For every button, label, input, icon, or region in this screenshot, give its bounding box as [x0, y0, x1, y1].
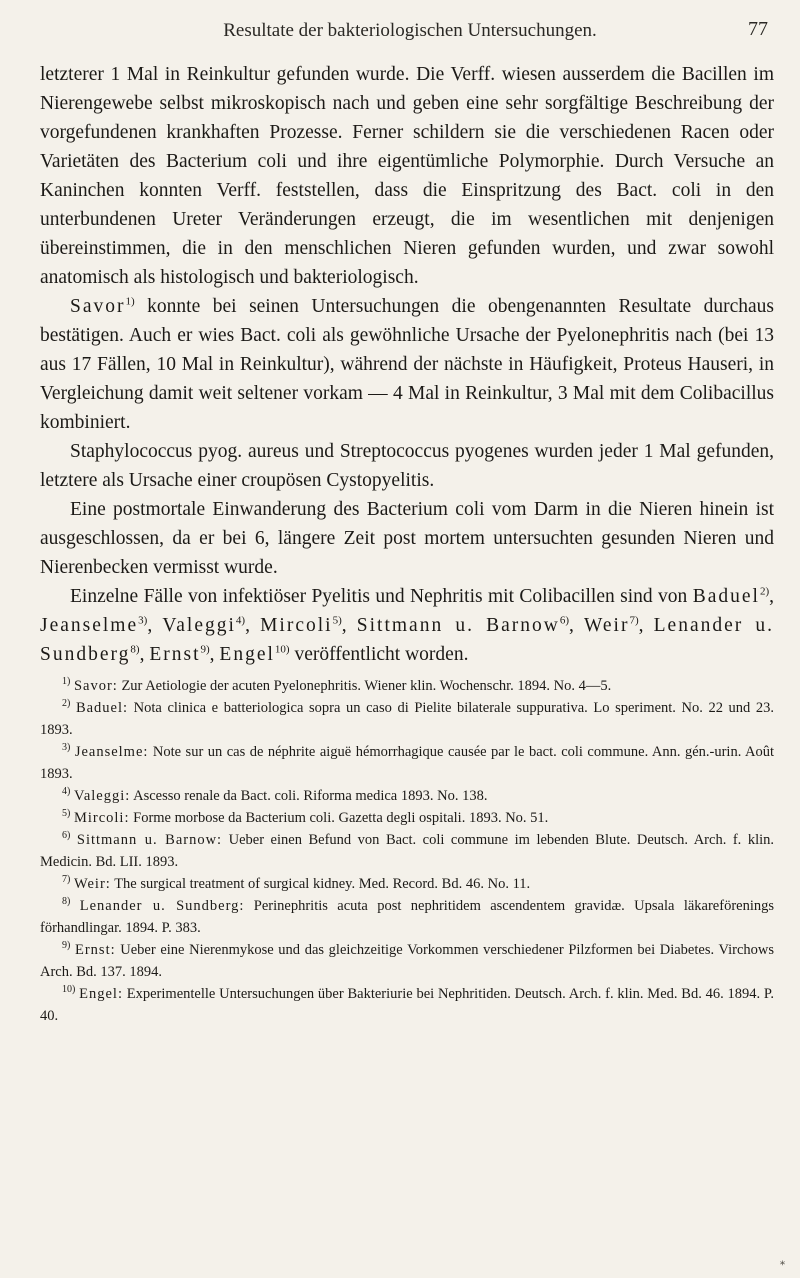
main-text: [40, 60, 774, 669]
footnote-ref: 9): [200, 643, 210, 656]
footnote: [40, 807, 774, 829]
separator: ,: [209, 644, 220, 665]
footnote-author: Baduel:: [75, 700, 129, 716]
footnote-author: Jeanselme:: [74, 744, 149, 760]
footnote-text: Note sur un cas de néphrite aiguë hémorrhagique causée par le bact. coli commune. Ann. gén.-urin. Août 1893.: [40, 744, 774, 782]
paragraph: [40, 582, 774, 669]
page-number: 77: [748, 18, 768, 40]
footnote-text: Forme morbose da Bacterium coli. Gazetta degli ospitali. 1893. No. 51.: [129, 810, 549, 826]
printer-mark: *: [780, 1260, 785, 1271]
author-name: Lenander u. Sundberg: [40, 615, 775, 665]
footnote-author: Valeggi:: [73, 788, 131, 804]
separator: ,: [147, 615, 163, 636]
separator: ,: [341, 615, 357, 636]
author-name: Mircoli: [260, 615, 333, 636]
footnote: [40, 675, 774, 697]
footnote-text: Ueber eine Nierenmykose und das gleichzeitige Vorkommen verschiedener Pilzformen bei Diabetes. Virchows Arch. Bd. 137. 1894.: [40, 942, 774, 980]
separator: ,: [245, 615, 261, 636]
paragraph: Staphylococcus pyog. aureus und Streptococcus pyogenes wurden jeder 1 Mal gefunden, letztere als Ursache einer croupösen Cystopyelitis.: [40, 441, 774, 491]
footnote: [40, 741, 774, 785]
footnote: [40, 785, 774, 807]
footnote-ref: 10): [274, 643, 290, 656]
paragraph: letzterer 1 Mal in Reinkultur gefunden wurde. Die Verff. wiesen ausserdem die Bacillen im Nierengewebe selbst mikroskopisch nach und geben eine sehr sorgfältige Beschreibung der vorgefundenen krankhaften Prozesse. Ferner schildern sie die verschiedenen Racen oder Varietäten des Bacterium coli und ihre eigentümliche Polymorphie. Durch Versuche an Kaninchen konnten Verff. feststellen, dass die Einspritzung des Bact. coli in den unterbundenen Ureter Veränderungen erzeugt, die im wesentlichen mit denjenigen übereinstimmen, die in den menschlichen Nieren gefunden wurden, und zwar sowohl anatomisch als histologisch und bakteriologisch.: [40, 64, 774, 288]
footnote: [40, 983, 774, 1027]
separator: ,: [638, 615, 654, 636]
footnote-text: Ueber einen Befund von Bact. coli commune im lebenden Blute. Deutsch. Arch. f. klin. Medicin. Bd. LII. 1893.: [40, 832, 774, 870]
footnote-text: The surgical treatment of surgical kidney. Med. Record. Bd. 46. No. 11.: [110, 876, 531, 892]
page-header: [40, 0, 780, 60]
footnote-ref: 8): [130, 643, 140, 656]
footnote: [40, 939, 774, 983]
footnote-mark: 10): [62, 984, 76, 996]
footnote-mark: 2): [62, 698, 71, 710]
author-name: Sittmann u. Barnow: [356, 615, 560, 636]
footnote-mark: 8): [62, 896, 71, 908]
footnote-ref: 5): [332, 614, 342, 627]
footnote: [40, 829, 774, 873]
book-page: [40, 0, 785, 1278]
author-name: Savor: [70, 296, 126, 317]
separator: ,: [569, 615, 585, 636]
paragraph-text: konnte bei seinen Untersuchungen die obengenannten Resultate durchaus bestätigen. Auch er wies Bact. coli als gewöhnliche Ursache der Pyelonephritis nach (bei 13 aus 17 Fällen, 10 Mal in Reinkultur), während der nächste in Häufigkeit, Proteus Hauseri, in Vergleichung damit weit seltener vorkam — 4 Mal in Reinkultur, 3 Mal mit dem Colibacillus kombiniert.: [40, 296, 774, 433]
author-name: Baduel: [692, 586, 760, 607]
footnote-author: Ernst:: [74, 942, 116, 958]
footnote-ref: 4): [235, 614, 246, 627]
footnote-text: Perinephritis acuta post nephritidem ascendentem gravidæ. Upsala läkareförenings förhandlingar. 1894. P. 383.: [40, 898, 774, 936]
footnote-author: Lenander u. Sundberg:: [79, 898, 245, 914]
separator: ,: [139, 644, 150, 665]
footnote-text: Ascesso renale da Bact. coli. Riforma medica 1893. No. 138.: [130, 788, 488, 804]
author-name: Weir: [584, 615, 630, 636]
footnote-text: Nota clinica e batteriologica sopra un caso di Pielite bilaterale suppurativa. Lo speriment. No. 22 und 23. 1893.: [40, 700, 775, 738]
author-name: Valeggi: [162, 615, 236, 636]
footnote-author: Sittmann u. Barnow:: [76, 832, 223, 848]
author-name: Engel: [219, 644, 275, 665]
footnote: [40, 697, 774, 741]
footnote-ref: 7): [629, 614, 639, 627]
author-name: Ernst: [149, 644, 201, 665]
footnote-author: Engel:: [79, 986, 123, 1002]
paragraph-text: veröffentlicht worden.: [289, 644, 469, 665]
footnotes: [40, 675, 774, 1027]
footnote-ref: 1): [125, 295, 135, 308]
footnote-author: Mircoli:: [73, 810, 130, 826]
footnote-mark: 3): [62, 742, 71, 754]
footnote-ref: 3): [138, 614, 148, 627]
footnote: [40, 895, 774, 939]
footnote-mark: 5): [62, 808, 71, 820]
separator: ,: [769, 586, 774, 607]
paragraph: Eine postmortale Einwanderung des Bacterium coli vom Darm in die Nieren hinein ist ausgeschlossen, da er bei 6, längere Zeit post mortem untersuchten gesunden Nieren und Nierenbecken vermisst wurde.: [40, 499, 774, 578]
paragraph: [40, 292, 774, 437]
footnote-author: Savor:: [73, 678, 118, 694]
footnote-text: Experimentelle Untersuchungen über Bakteriurie bei Nephritiden. Deutsch. Arch. f. klin. Med. Bd. 46. 1894. P. 40.: [40, 986, 774, 1024]
footnote-mark: 4): [62, 786, 71, 798]
footnote-author: Weir:: [73, 876, 111, 892]
footnote-mark: 9): [62, 940, 71, 952]
running-head: Resultate der bakteriologischen Untersuchungen.: [223, 20, 597, 41]
footnote-text: Zur Aetiologie der acuten Pyelonephritis. Wiener klin. Wochenschr. 1894. No. 4—5.: [117, 678, 612, 694]
footnote-mark: 7): [62, 874, 71, 886]
author-name: Jeanselme: [40, 615, 139, 636]
footnote-ref: 6): [559, 614, 570, 627]
footnote: [40, 873, 774, 895]
paragraph-text: Einzelne Fälle von infektiöser Pyelitis und Nephritis mit Colibacillen sind von: [70, 586, 693, 607]
footnote-mark: 1): [62, 676, 71, 688]
footnote-mark: 6): [62, 830, 71, 842]
footnote-ref: 2): [759, 585, 770, 598]
